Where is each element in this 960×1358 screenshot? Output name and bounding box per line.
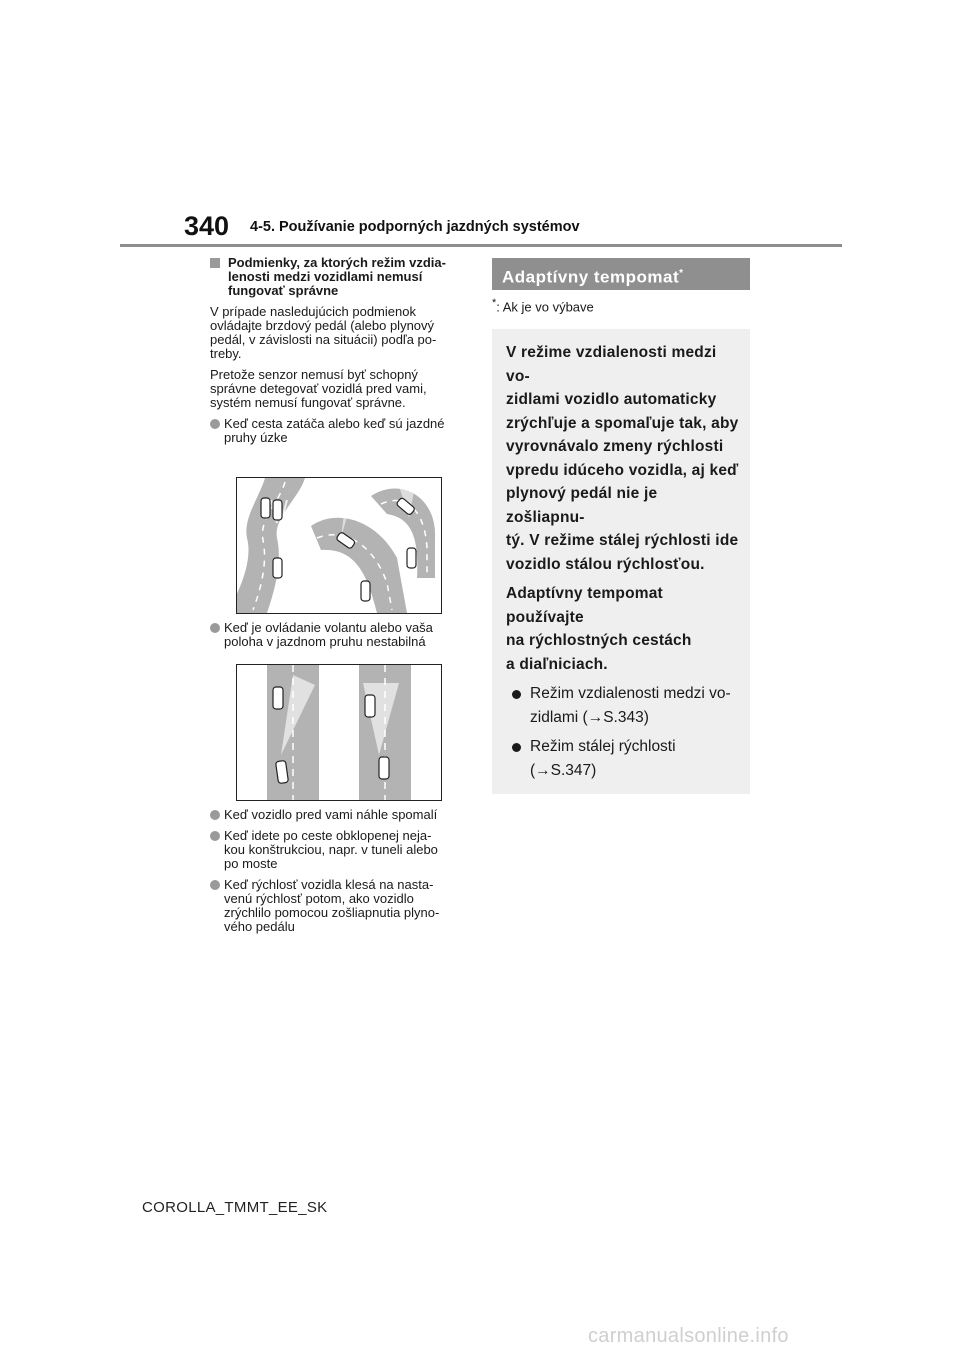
bullet-sudden-slowdown (210, 808, 466, 822)
text-line: V prípade nasledujúcich podmienok (210, 304, 416, 319)
car-icon (273, 687, 283, 709)
footnote-text: : Ak je vo výbave (496, 299, 594, 315)
round-bullet-icon (210, 880, 220, 890)
round-bullet-icon (512, 743, 521, 752)
square-bullet-icon (210, 258, 220, 268)
section-title-bar (492, 258, 750, 290)
text-line: systém nemusí fungovať správne. (210, 395, 406, 410)
footnote-mark: * (492, 297, 497, 309)
bullet-tunnel-bridge (210, 829, 466, 871)
heading-line: Podmienky, za ktorých režim vzdia- (228, 255, 446, 270)
round-bullet-icon (210, 623, 220, 633)
text-line: a diaľniciach. (506, 655, 608, 673)
bullet-speed-decrease (210, 878, 466, 934)
round-bullet-icon (512, 690, 521, 699)
text-line: pruhy úzke (224, 430, 288, 445)
page-reference-link[interactable]: Režim stálej rýchlosti (→S.347) (530, 738, 676, 779)
availability-mark: * (679, 268, 684, 279)
text-line: zrýchľuje a spomaľuje tak, aby (506, 414, 739, 432)
round-bullet-icon (210, 831, 220, 841)
car-icon (273, 500, 282, 520)
text-line: poloha v jazdnom pruhu nestabilná (224, 634, 426, 649)
usage-paragraph (506, 582, 740, 676)
car-icon (361, 581, 370, 601)
text-line: vozidlo stálou rýchlosťou. (506, 555, 705, 573)
car-icon (407, 548, 416, 568)
text-line: na rýchlostných cestách (506, 632, 692, 650)
text-line: zrýchlilo pomocou zošliapnutia plyno- (224, 905, 440, 920)
watermark: carmanualsonline.info (588, 1325, 789, 1347)
text-line: vého pedálu (224, 919, 295, 934)
text-line: Pretože senzor nemusí byť schopný (210, 367, 418, 382)
text-line: správne detegovať vozidlá pred vami, (210, 381, 427, 396)
car-icon (379, 757, 389, 779)
footnote (492, 296, 750, 314)
text-line: Keď cesta zatáča alebo keď sú jazdné (224, 416, 445, 431)
left-column (210, 256, 466, 445)
curved-road-illustration (236, 477, 442, 614)
summary-paragraph (506, 341, 740, 576)
page-number: 340 (184, 211, 230, 241)
header-divider (120, 244, 842, 247)
section-title: Adaptívny tempomat (502, 267, 680, 287)
road-shape (311, 518, 407, 613)
text-line: treby. (210, 346, 242, 361)
heading-line: lenosti medzi vozidlami nemusí (228, 269, 423, 284)
mode-constant-speed-item[interactable] (506, 735, 740, 782)
straight-road-svg (237, 665, 441, 800)
chapter-title: 4-5. Používanie podporných jazdných systémov (250, 219, 580, 235)
text-line: plynový pedál nie je zošliapnu- (506, 485, 658, 526)
bullet-curved-road (210, 417, 466, 445)
round-bullet-icon (210, 810, 220, 820)
text-line: po moste (224, 856, 278, 871)
car-icon (273, 558, 282, 578)
text-line: Režim vzdialenosti medzi vo- (530, 685, 731, 703)
left-column-bottom (210, 808, 466, 934)
text-line: kou konštrukciou, napr. v tuneli alebo (224, 842, 438, 857)
heading-line: fungovať správne (228, 283, 339, 298)
text-line: Keď vozidlo pred vami náhle spomalí (224, 807, 438, 822)
text-line: V režime vzdialenosti medzi vo- (506, 344, 717, 385)
car-icon (261, 498, 270, 518)
car-icon (365, 695, 375, 717)
summary-box (492, 329, 750, 794)
road-shape (237, 478, 305, 613)
bullet-unstable-steering (210, 621, 466, 649)
text-line: zidlami vozidlo automaticky (506, 391, 717, 409)
paragraph-sensor (210, 368, 466, 410)
text-line: ovládajte brzdový pedál (alebo plynový (210, 318, 435, 333)
text-line: Keď je ovládanie volantu alebo vaša (224, 620, 433, 635)
text-line: tý. V režime stálej rýchlosti ide (506, 532, 739, 550)
left-column-continued (210, 621, 466, 649)
unstable-lane-illustration (236, 664, 442, 801)
curved-road-svg (237, 478, 441, 613)
text-line: vyrovnávalo zmeny rýchlosti (506, 438, 724, 456)
document-code: COROLLA_TMMT_EE_SK (142, 1199, 328, 1216)
paragraph-intro (210, 305, 466, 361)
text-line: venú rýchlosť potom, ako vozidlo (224, 891, 414, 906)
right-column (492, 258, 750, 794)
text-line: pedál, v závislosti na situácii) podľa po- (210, 332, 437, 347)
text-line: Keď rýchlosť vozidla klesá na nasta- (224, 877, 434, 892)
conditions-heading (210, 256, 466, 298)
text-line: Adaptívny tempomat používajte (506, 585, 663, 626)
text-line: vpredu idúceho vozidla, aj keď (506, 461, 739, 479)
page-reference-link[interactable]: zidlami (→S.343) (530, 708, 649, 726)
mode-distance-item[interactable] (506, 682, 740, 729)
text-line: Keď idete po ceste obklopenej neja- (224, 828, 432, 843)
round-bullet-icon (210, 419, 220, 429)
